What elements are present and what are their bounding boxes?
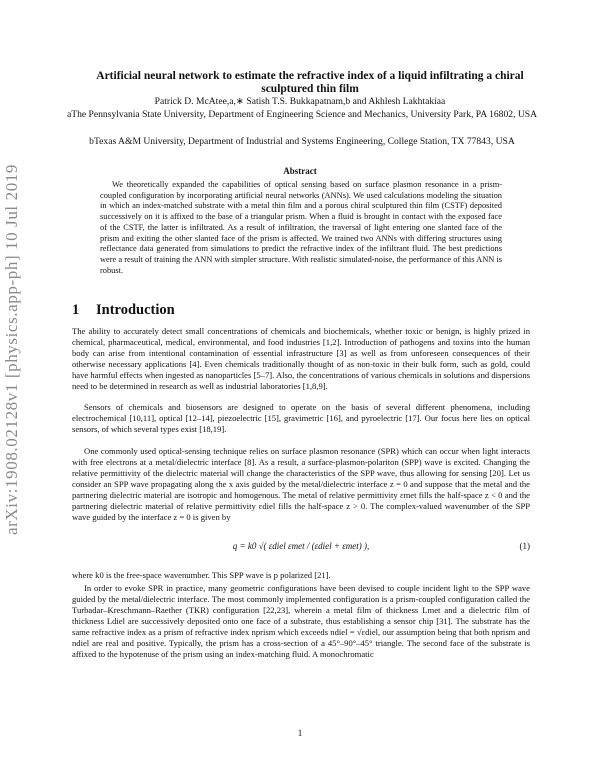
author-list: Patrick D. McAtee,a,∗ Satish T.S. Bukkapatnam,b and Akhlesh Lakhtakiaa xyxy=(154,96,446,107)
equation-number: (1) xyxy=(519,541,530,551)
paragraph-sensors: Sensors of chemicals and biosensors are designed to operate on the basis of several different phenomena, including electrochemical [10,11], optical [12–14], piezoelectric [15], gravimetric [16], and pyroelectric [17]. Our focus here lies on optical sensors, of which several types exist [18,19]. xyxy=(72,402,530,434)
affiliation-a: aThe Pennsylvania State University, Department of Engineering Science and Mechanics, University Park, PA 16802, USA xyxy=(66,109,538,120)
paragraph-intro: The ability to accurately detect small concentrations of chemicals and biochemicals, whether toxic or benign, is highly prized in chemical, pharmaceutical, medical, environmental, and food industries [1,2]. Introduction of pathogens and toxins into the human body can arise from intentional contamination of essential infrastructure [3] as well as from unforeseen consequences of their otherwise necessary applications [4]. Even chemicals traditionally thought of as non-toxic in their bulk form, such as gold, could have harmful effects when ingested as nanoparticles [5–7]. Also, the concentrations of various chemicals in solutions and dispersions need to be determined in research as well as industrial laboratories [1,8,9]. xyxy=(72,326,530,391)
abstract-heading: Abstract xyxy=(283,166,317,176)
paragraph-wavenumber: where k0 is the free-space wavenumber. This SPP wave is p polarized [21]. xyxy=(72,570,331,580)
section-heading xyxy=(72,302,532,319)
paragraph-tkr: In order to evoke SPR in practice, many geometric configurations have been devised to couple incident light to the SPP wave guided by the metal/dielectric interface. The most commonly implemented configuration is a prism-coupled configuration called the Turbadar–Kreschmann–Raether (TKR) configuration [22,23], wherein a metal film of thickness Lmet and a dielectric film of thickness Ldiel are successively deposited onto one face of a substrate, thus establishing a sensor chip [31]. The substrate has the same refractive index as a prism of refractive index nprism which exceeds ndiel = √εdiel, our assumption being that both nprism and ndiel are real and positive. Typically, the prism has a cross-section of a 45°–90°–45° triangle. The second face of the substrate is affixed to the hypotenuse of the prism using an index-matching fluid. A monochromatic xyxy=(72,583,530,659)
section-number: 1 xyxy=(72,302,80,318)
affiliation-b: bTexas A&M University, Department of Industrial and Systems Engineering, College Station, TX 77843, USA xyxy=(89,136,515,147)
equation-1 xyxy=(72,541,530,555)
paragraph-spr: One commonly used optical-sensing technique relies on surface plasmon resonance (SPR) which can occur when light interacts with free electrons at a metal/dielectric interface [8]. As a result, a surface-plasmon-polariton (SPP) wave is excited. Changing the relative permittivity of the dielectric material will change the characteristics of the SPP wave, thus allowing for sensing [20]. Let us consider an SPP wave propagating along the x axis guided by the metal/dielectric interface z = 0 and suppose that the metal and the partnering dielectric material are isotropic and homogenous. The metal of relative permittivity εmet fills the half-space z < 0 and the partnering dielectric material of relative permittivity εdiel fills the half-space z > 0. The complex-valued wavenumber of the SPP wave guided by the interface z = 0 is given by xyxy=(72,446,530,522)
page-number: 1 xyxy=(297,728,303,738)
abstract-text: We theoretically expanded the capabilities of optical sensing based on surface plasmon resonance in a prism-coupled configuration by incorporating artificial neural networks (ANNs). We used calculations modeling the situation in which an index-matched substrate with a metal thin film and a porous chiral sculptured thin film (CSTF) deposited successively on it is affixed to the base of a triangular prism. When a fluid is brought in contact with the exposed face of the CSTF, the latter is infiltrated. As a result of infiltration, the traversal of light entering one slanted face of the prism and exiting the other slanted face of the prism is affected. We trained two ANNs with differing structures using reflectance data generated from simulations to predict the refractive index of the infiltrant fluid. The best predictions were a result of training the ANN with simpler structure. With realistic simulated-noise, the performance of this ANN is robust. xyxy=(100,180,502,275)
section-title: Introduction xyxy=(96,302,175,318)
paper-title: Artificial neural network to estimate the refractive index of a liquid infiltrating a chiral sculptured thin film xyxy=(96,70,524,95)
arxiv-identifier: arXiv:1908.02128v1 [physics.app-ph] 10 Jul 2019 xyxy=(2,164,21,536)
equation-body: q = k0 √( εdiel εmet / (εdiel + εmet) ), xyxy=(232,541,370,551)
